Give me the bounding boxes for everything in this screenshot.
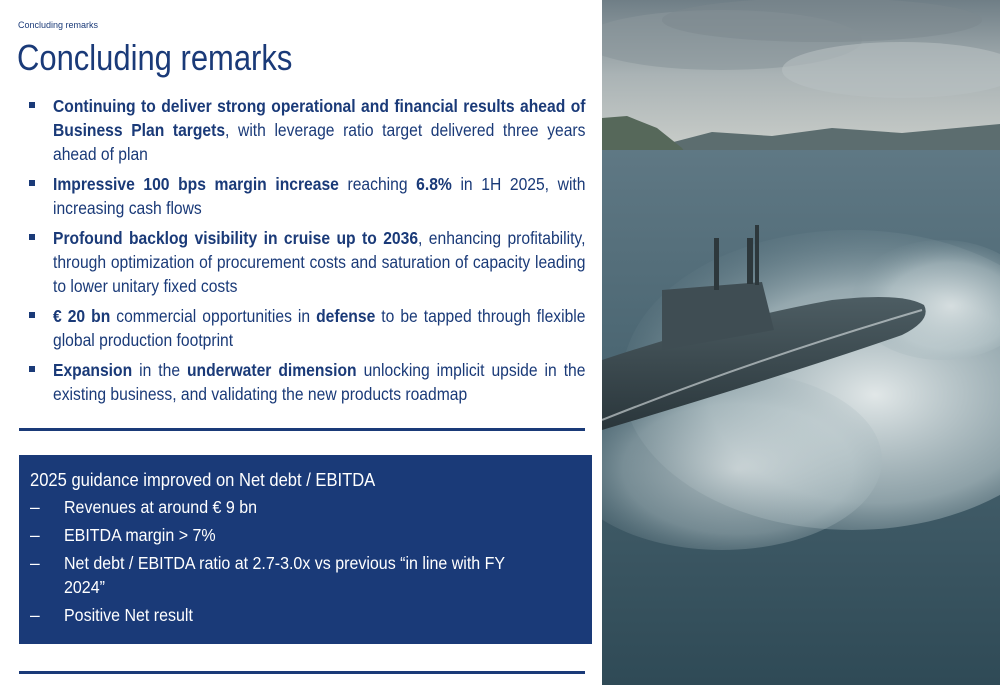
bottom-divider [19,671,585,674]
guidance-item-text: Net debt / EBITDA ratio at 2.7-3.0x vs previous “in line with FY 2024” [64,553,505,597]
remark-highlight: € 20 bn [53,306,111,326]
remark-plain: commercial opportunities in [110,306,317,326]
remark-text [53,226,585,298]
remark-plain: reaching [338,174,417,194]
remark-text [53,94,585,166]
remark-highlight: 6.8% [416,174,452,194]
page-title: Concluding remarks [17,37,293,78]
remark-highlight: defense [316,306,376,326]
guidance-item [30,523,582,547]
remark-highlight: Continuing to deliver strong operational and financial results ahead of Business Plan targets [53,96,586,140]
guidance-item [30,551,582,599]
remark-text [53,358,585,406]
remark-highlight: Expansion [53,360,133,380]
breadcrumb: Concluding remarks [18,20,99,30]
remark-highlight: Profound backlog visibility in cruise up to 2036 [53,228,419,248]
guidance-item-text: EBITDA margin > 7% [64,525,216,545]
remark-item [26,226,586,298]
guidance-item-text: Revenues at around € 9 bn [64,497,258,517]
remarks-list [26,94,586,412]
remark-plain: , enhancing profitability, through optimization of procurement costs and saturation of capacity leading to lower unitary fixed costs [53,228,586,296]
submarine-photo [602,0,1000,685]
remark-item [26,358,586,406]
remark-plain: to be tapped through flexible global production footprint [53,306,586,350]
guidance-item [30,495,582,519]
remark-item [26,94,586,166]
guidance-title: 2025 guidance improved on Net debt / EBITDA [30,470,376,490]
guidance-list [30,495,582,627]
top-divider [19,428,585,431]
remark-plain: in 1H 2025, with increasing cash flows [53,174,586,218]
remark-highlight: Impressive 100 bps margin increase [53,174,339,194]
remark-highlight: underwater dimension [187,360,357,380]
guidance-box [19,455,592,644]
remark-plain: unlocking implicit upside in the existing business, and validating the new products roadmap [53,360,586,404]
remark-plain: in the [132,360,188,380]
remark-text [53,172,585,220]
remark-plain: , with leverage ratio target delivered three years ahead of plan [53,120,586,164]
guidance-item-text: Positive Net result [64,605,193,625]
guidance-item [30,603,582,627]
remark-item [26,172,586,220]
remark-text [53,304,585,352]
remark-item [26,304,586,352]
